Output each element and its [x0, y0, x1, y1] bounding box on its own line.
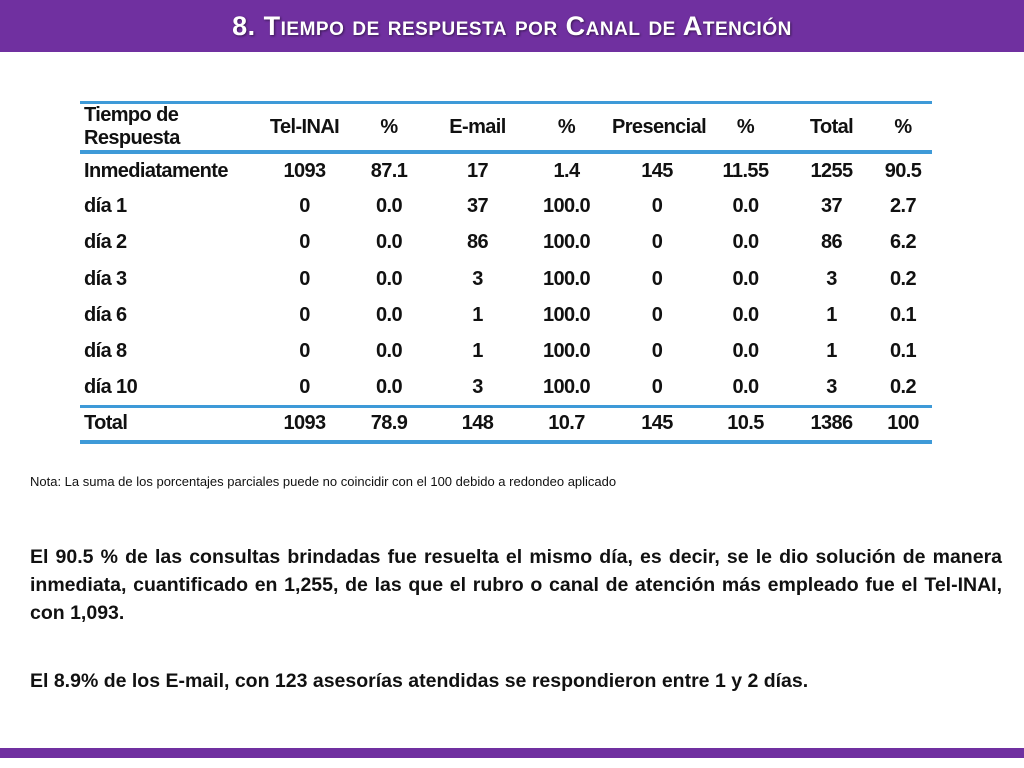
table-cell: 86 [820, 231, 843, 254]
table-cell: 90.5 [884, 159, 922, 182]
table-cell: 0 [299, 194, 310, 217]
summary-paragraph-1: El 90.5 % de las consultas brindadas fue resuelta el mismo día, es decir, se le dio solución de manera inmediata, cuantificado en 1,255, de las que el rubro o canal de atención más empleado fue el Tel-INAI, con 1,093. [30, 546, 1002, 624]
table-cell: 0.0 [732, 194, 759, 217]
table-cell: 6.2 [889, 231, 916, 254]
table-body [80, 152, 932, 442]
table-cell: 0 [299, 267, 310, 290]
total-cell: 100 [887, 412, 919, 435]
table-row [80, 188, 932, 224]
row-label: día 3 [84, 267, 127, 290]
table-cell: 0.0 [732, 375, 759, 398]
table-cell: 100.0 [542, 303, 591, 326]
table-cell: 87.1 [370, 159, 408, 182]
table-cell: 1 [826, 303, 837, 326]
row-label: día 1 [84, 194, 127, 217]
total-cell: 145 [641, 412, 673, 435]
table-cell: 0 [651, 194, 663, 217]
header-email: E-mail [449, 115, 506, 138]
header-total: Total [809, 115, 854, 138]
response-time-table [80, 101, 932, 444]
row-label: Inmediatamente [84, 159, 228, 182]
table-cell: 0.2 [889, 375, 916, 398]
table-cell: 0 [651, 303, 663, 326]
table-row [80, 297, 932, 333]
table-cell: 0.0 [732, 303, 759, 326]
table-cell: 1.4 [553, 159, 580, 182]
header-presencial: Presencial [612, 115, 707, 138]
table-cell: 3 [826, 375, 837, 398]
table-cell: 0 [651, 231, 663, 254]
header-email-percent: % [557, 115, 576, 138]
total-cell: 148 [461, 412, 494, 435]
table-cell: 0 [299, 340, 310, 363]
table-cell: 100.0 [542, 194, 591, 217]
row-label: día 10 [84, 375, 138, 398]
table-cell: 2.7 [889, 194, 916, 217]
table-cell: 1 [472, 340, 483, 363]
table-cell: 100.0 [542, 231, 591, 254]
table-cell: 37 [466, 194, 489, 217]
table-total-row [80, 406, 932, 442]
table-cell: 3 [472, 375, 483, 398]
table-cell: 100.0 [542, 267, 591, 290]
table-cell: 0.1 [889, 340, 916, 363]
header-tiempo-de-respuesta: Tiempo de Respuesta [84, 104, 180, 149]
table-row [80, 333, 932, 369]
table-cell: 0 [651, 340, 663, 363]
table-cell: 1 [472, 303, 483, 326]
table-cell: 3 [826, 267, 837, 290]
table-cell: 145 [641, 159, 673, 182]
total-label: Total [84, 412, 128, 435]
page-title: 8. Tiempo de respuesta por Canal de Atención [232, 10, 792, 41]
table-cell: 1 [826, 340, 837, 363]
bottom-accent-bar [0, 748, 1024, 758]
summary-paragraph-2: El 8.9% de los E-mail, con 123 asesorías atendidas se respondieron entre 1 y 2 días. [30, 670, 809, 692]
table-cell: 0.2 [889, 267, 916, 290]
table-cell: 0.0 [375, 267, 402, 290]
table-cell: 0.0 [375, 303, 402, 326]
header-tel-inai-percent: % [380, 115, 398, 138]
table-cell: 0.0 [732, 231, 759, 254]
total-cell: 10.7 [548, 412, 585, 435]
table-cell: 0.0 [375, 340, 402, 363]
table-cell: 11.55 [722, 159, 769, 182]
total-cell: 78.9 [370, 412, 408, 435]
header-presencial-percent: % [736, 115, 755, 138]
row-label: día 6 [84, 303, 127, 326]
table-row [80, 225, 932, 261]
table-row [80, 152, 932, 188]
table-cell: 0.0 [375, 375, 402, 398]
footnote: Nota: La suma de los porcentajes parciales puede no coincidir con el 100 debido a redondeo aplicado [30, 474, 617, 489]
header-tel-inai: Tel-INAI [269, 115, 340, 138]
table-row [80, 370, 932, 406]
total-cell: 10.5 [727, 412, 764, 435]
table-cell: 86 [466, 231, 489, 254]
table-cell: 0.0 [375, 231, 402, 254]
header-total-percent: % [894, 115, 912, 138]
table-cell: 0 [299, 303, 310, 326]
table-cell: 0 [299, 375, 310, 398]
table-row [80, 261, 932, 297]
total-cell: 1386 [810, 412, 853, 435]
table-cell: 0.0 [732, 340, 759, 363]
table-cell: 0.1 [889, 303, 916, 326]
title-bar [0, 0, 1024, 52]
total-cell: 1093 [283, 412, 326, 435]
row-label: día 2 [84, 231, 127, 254]
response-time-table-container [80, 101, 932, 444]
table-cell: 37 [820, 194, 843, 217]
row-label: día 8 [84, 340, 127, 363]
table-cell: 0.0 [375, 194, 402, 217]
table-cell: 3 [472, 267, 483, 290]
table-cell: 100.0 [542, 375, 591, 398]
table-header-row [80, 103, 932, 153]
table-cell: 1093 [283, 159, 326, 182]
table-cell: 0 [651, 375, 663, 398]
table-cell: 0.0 [732, 267, 759, 290]
table-cell: 0 [651, 267, 663, 290]
table-cell: 100.0 [542, 340, 591, 363]
table-cell: 17 [466, 159, 489, 182]
table-cell: 1255 [810, 159, 853, 182]
table-cell: 0 [299, 231, 310, 254]
